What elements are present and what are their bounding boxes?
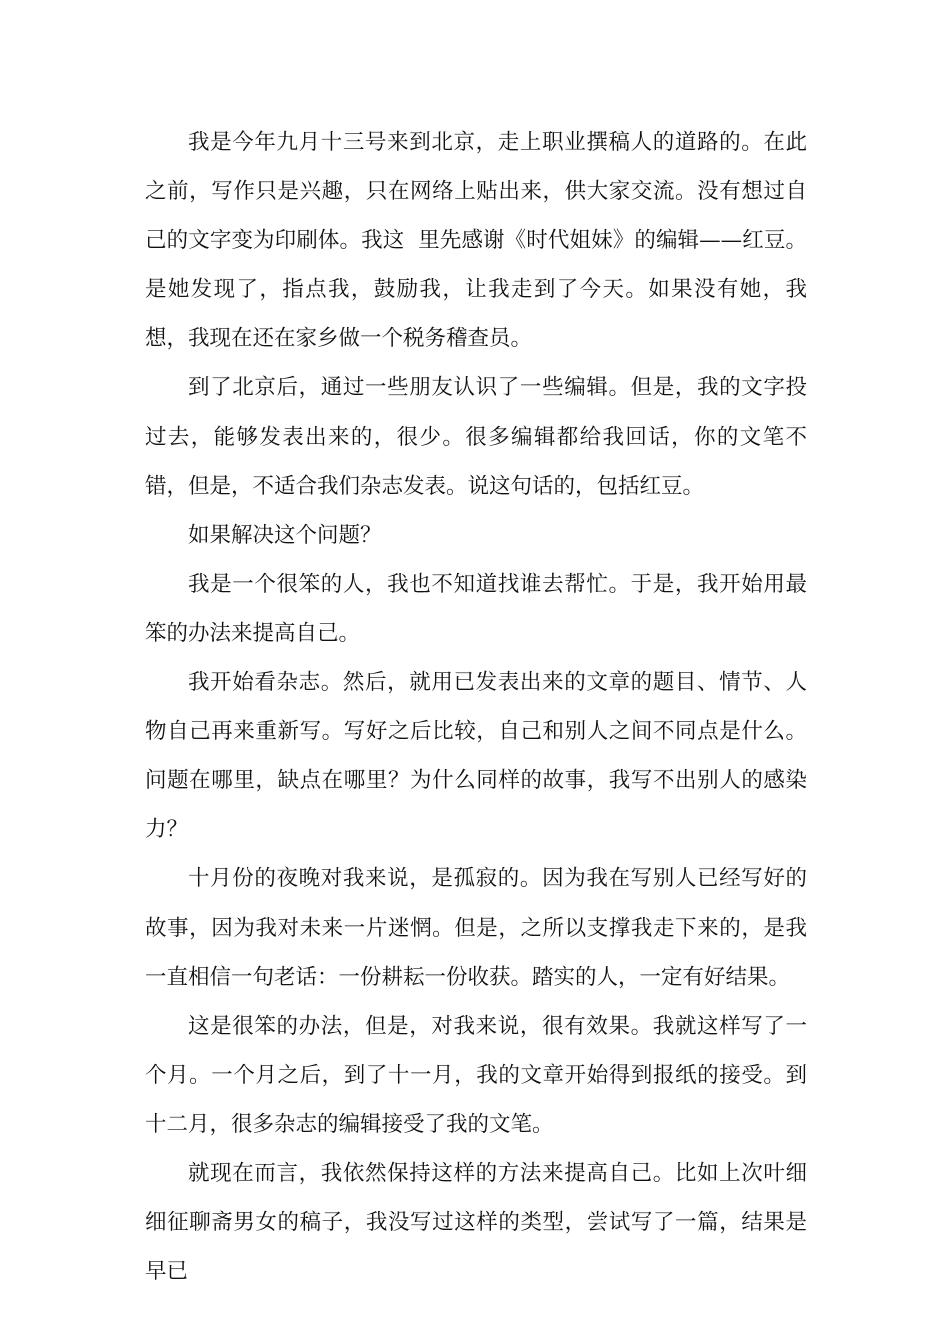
- paragraph: 十月份的夜晚对我来说，是孤寂的。因为我在写别人已经写好的故事，因为我对未来一片迷惘。但是，之所以支撑我走下来的，是我一直相信一句老话：一份耕耘一份收获。踏实的人，一定有好结果。: [145, 866, 807, 990]
- paragraph: 到了北京后，通过一些朋友认识了一些编辑。但是，我的文字投过去，能够发表出来的，很少。很多编辑都给我回话，你的文笔不错，但是，不适合我们杂志发表。说这句话的，包括红豆。: [145, 375, 807, 499]
- paragraph: 我是今年九月十三号来到北京，走上职业撰稿人的道路的。在此之前，写作只是兴趣，只在网络上贴出来，供大家交流。没有想过自己的文字变为印刷体。我这 里先感谢《时代姐妹》的编辑——红豆。是她发现了，指点我，鼓励我，让我走到了今天。如果没有她，我想，我现在还在家乡做一个税务稽查员。: [145, 130, 807, 352]
- paragraph: 如果解决这个问题？: [188, 522, 382, 548]
- paragraph: 就现在而言，我依然保持这样的方法来提高自己。比如上次叶细细征聊斋男女的稿子，我没写过这样的类型，尝试写了一篇，结果是早已: [145, 1160, 807, 1285]
- paragraph: 这是很笨的办法，但是，对我来说，很有效果。我就这样写了一个月。一个月之后，到了十一月，我的文章开始得到报纸的接受。到十二月，很多杂志的编辑接受了我的文笔。: [145, 1013, 807, 1137]
- paragraph: 我开始看杂志。然后，就用已发表出来的文章的题目、情节、人物自己再来重新写。写好之后比较，自己和别人之间不同点是什么。问题在哪里，缺点在哪里？为什么同样的故事，我写不出别人的感染力？: [145, 670, 807, 843]
- document-body: [145, 118, 807, 1296]
- paragraph: 我是一个很笨的人，我也不知道找谁去帮忙。于是，我开始用最笨的办法来提高自己。: [145, 571, 807, 646]
